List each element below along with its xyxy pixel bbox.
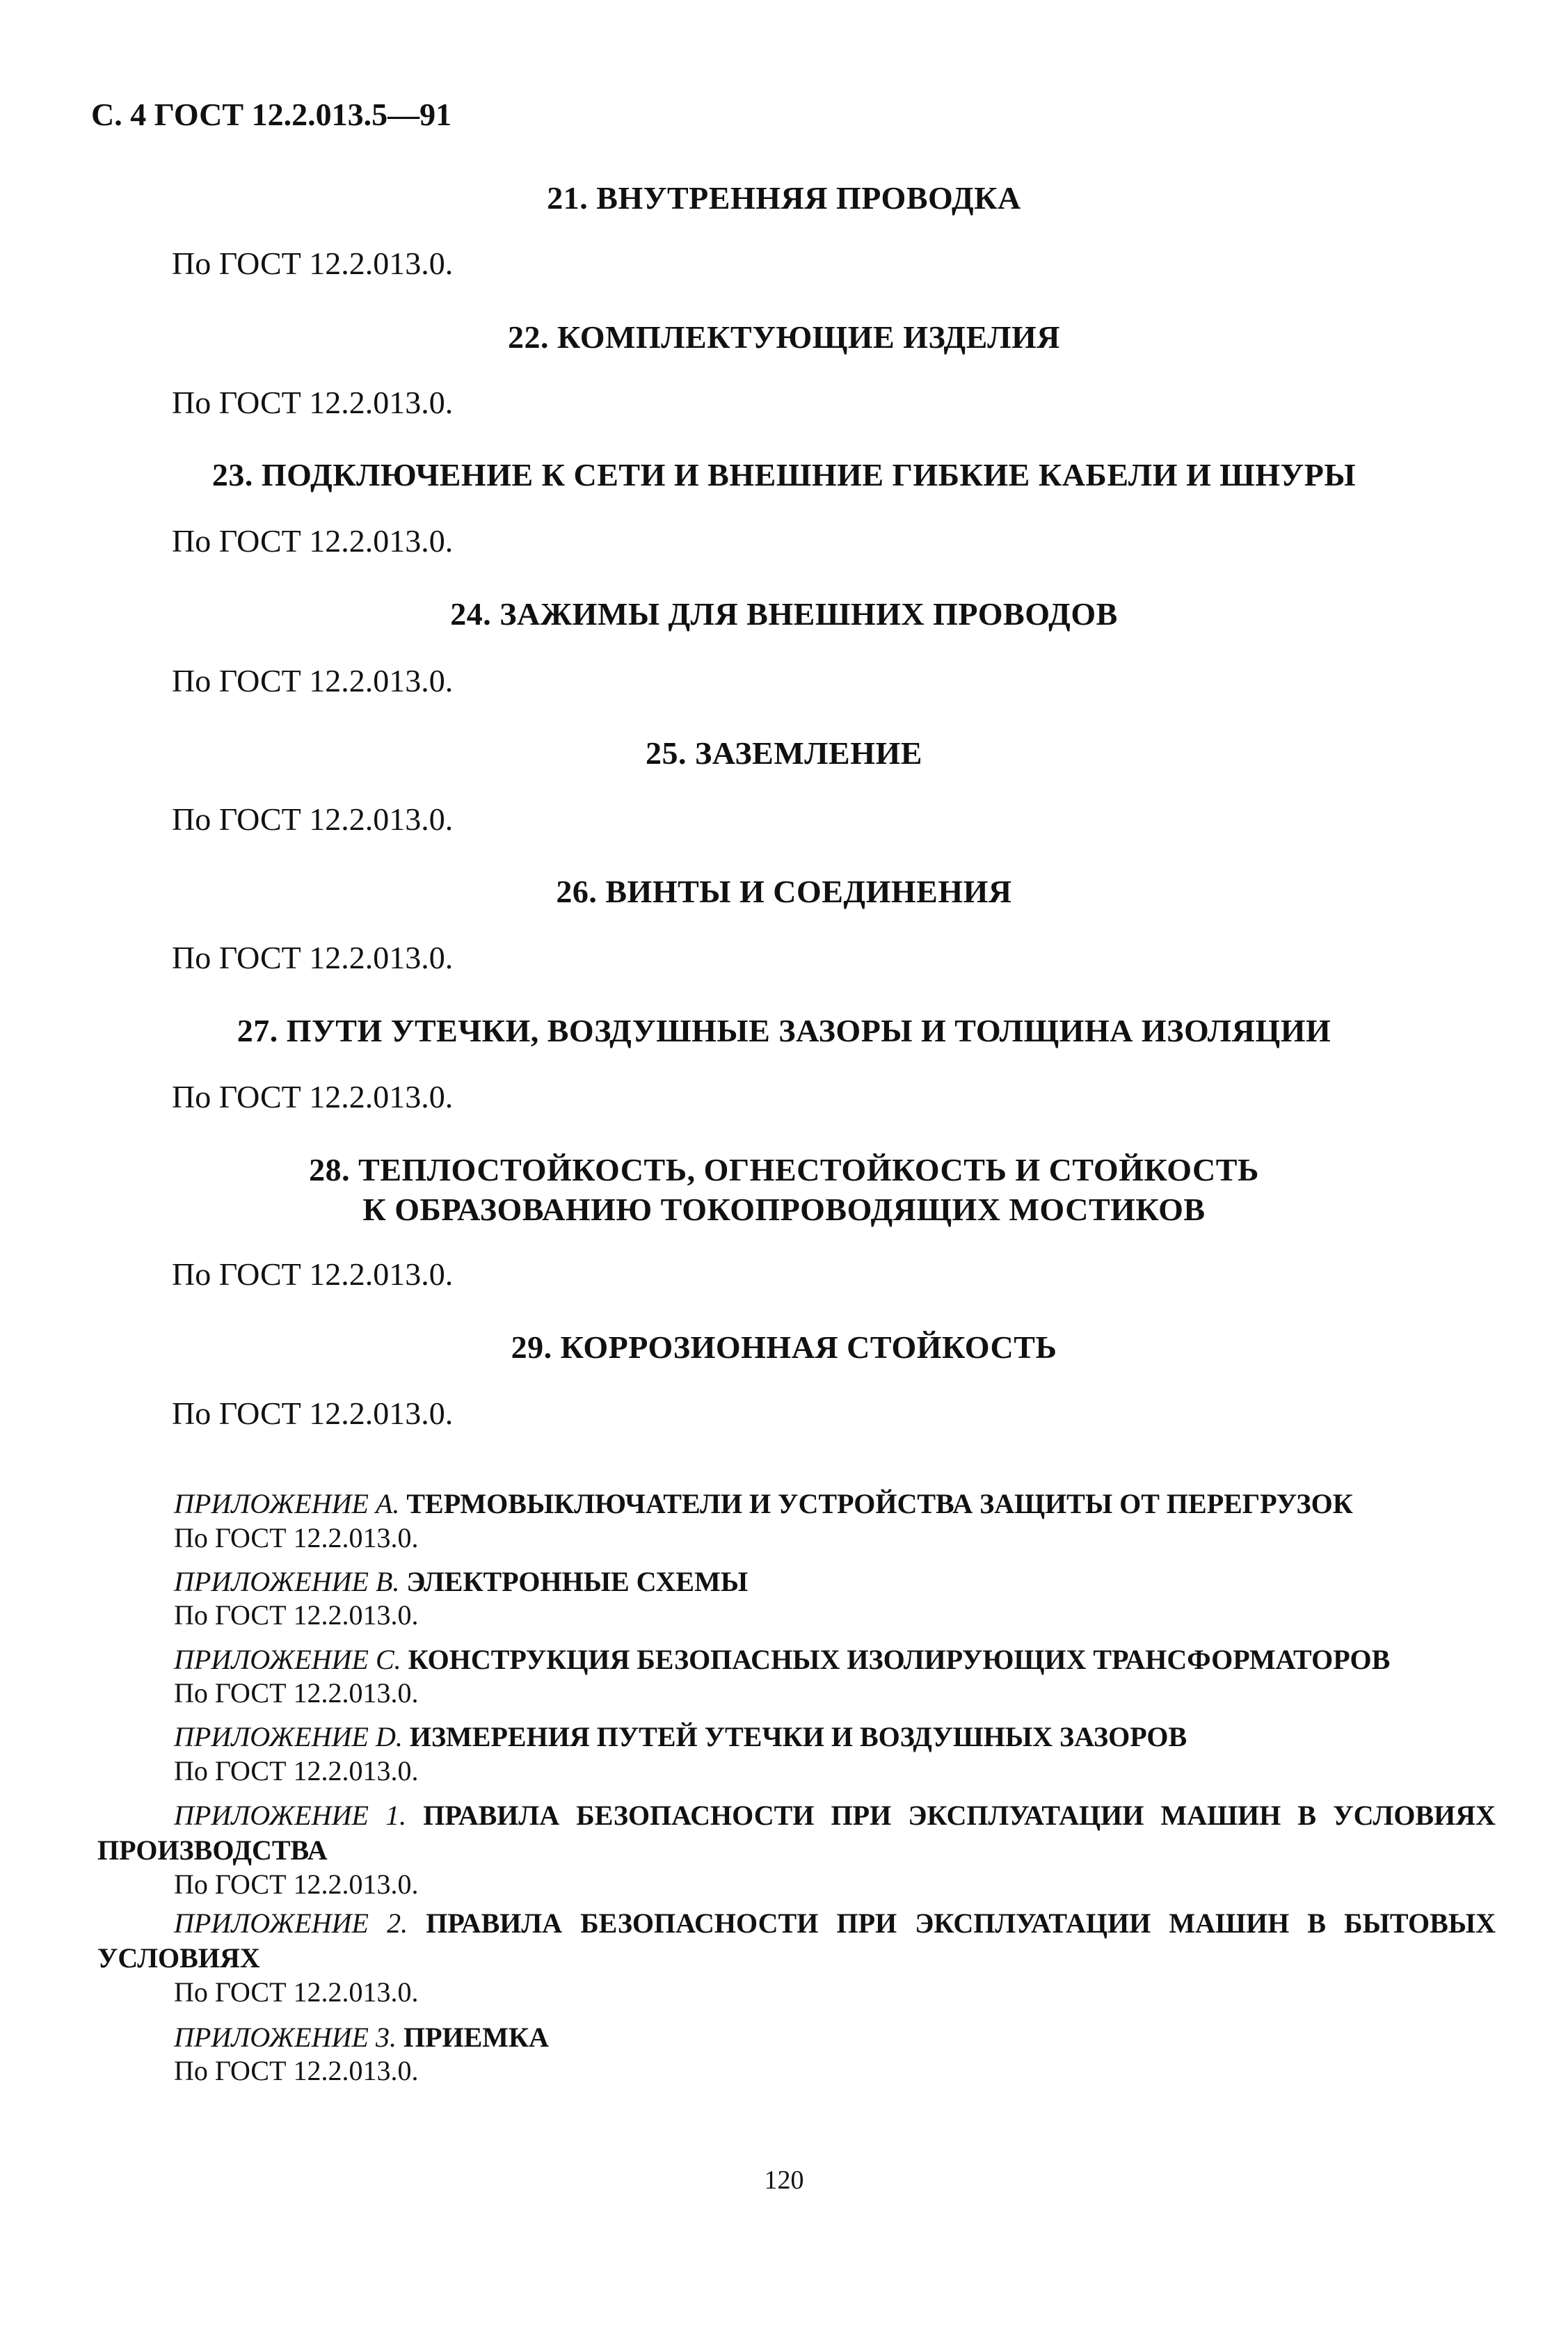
appendix-label: ПРИЛОЖЕНИЕ D.	[174, 1721, 403, 1752]
appendix-title	[174, 1487, 1353, 1520]
appendix-reference: По ГОСТ 12.2.013.0.	[174, 1677, 419, 1709]
section-reference: По ГОСТ 12.2.013.0.	[172, 1256, 454, 1292]
section-title: 21. ВНУТРЕННЯЯ ПРОВОДКА	[547, 180, 1021, 216]
appendix-title	[97, 1906, 1496, 1976]
appendix-title	[97, 1798, 1496, 1868]
section-title: 27. ПУТИ УТЕЧКИ, ВОЗДУШНЫЕ ЗАЗОРЫ И ТОЛЩИНА ИЗОЛЯЦИИ	[237, 1013, 1331, 1048]
appendix-name: ПРАВИЛА БЕЗОПАСНОСТИ ПРИ ЭКСПЛУАТАЦИИ МАШИН В УСЛОВИЯХ ПРОИЗВОДСТВА	[97, 1800, 1496, 1866]
section-title: 24. ЗАЖИМЫ ДЛЯ ВНЕШНИХ ПРОВОДОВ	[450, 596, 1118, 632]
appendix-title	[174, 1643, 1390, 1676]
section-title: 25. ЗАЗЕМЛЕНИЕ	[646, 735, 922, 771]
section-reference: По ГОСТ 12.2.013.0.	[172, 523, 454, 559]
appendix-title	[174, 2021, 549, 2054]
appendix-name: ИЗМЕРЕНИЯ ПУТЕЙ УТЕЧКИ И ВОЗДУШНЫХ ЗАЗОРОВ	[409, 1721, 1187, 1752]
section-title: 26. ВИНТЫ И СОЕДИНЕНИЯ	[556, 874, 1012, 909]
appendix-reference: По ГОСТ 12.2.013.0.	[174, 2055, 419, 2086]
section-reference: По ГОСТ 12.2.013.0.	[172, 385, 454, 420]
appendix-reference: По ГОСТ 12.2.013.0.	[174, 1599, 419, 1631]
appendix-label: ПРИЛОЖЕНИЕ В.	[174, 1566, 400, 1597]
section-title: К ОБРАЗОВАНИЮ ТОКОПРОВОДЯЩИХ МОСТИКОВ	[362, 1192, 1206, 1227]
appendix-label: ПРИЛОЖЕНИЕ А.	[174, 1488, 400, 1519]
section-reference: По ГОСТ 12.2.013.0.	[172, 940, 454, 975]
section-reference: По ГОСТ 12.2.013.0.	[172, 1079, 454, 1114]
section-reference: По ГОСТ 12.2.013.0.	[172, 1396, 454, 1431]
section-title: 28. ТЕПЛОСТОЙКОСТЬ, ОГНЕСТОЙКОСТЬ И СТОЙКОСТЬ	[309, 1152, 1259, 1188]
section-title: 23. ПОДКЛЮЧЕНИЕ К СЕТИ И ВНЕШНИЕ ГИБКИЕ КАБЕЛИ И ШНУРЫ	[211, 457, 1357, 493]
appendix-reference: По ГОСТ 12.2.013.0.	[174, 1976, 419, 2008]
appendix-title	[174, 1720, 1187, 1753]
appendix-label: ПРИЛОЖЕНИЕ С.	[174, 1644, 401, 1675]
appendix-name: ПРАВИЛА БЕЗОПАСНОСТИ ПРИ ЭКСПЛУАТАЦИИ МАШИН В БЫТОВЫХ УСЛОВИЯХ	[97, 1908, 1496, 1974]
section-title: 29. КОРРОЗИОННАЯ СТОЙКОСТЬ	[511, 1329, 1057, 1365]
appendix-label: ПРИЛОЖЕНИЕ 2.	[174, 1908, 408, 1939]
appendix-reference: По ГОСТ 12.2.013.0.	[174, 1869, 419, 1900]
appendix-label: ПРИЛОЖЕНИЕ 3.	[174, 2022, 397, 2053]
appendix-name: КОНСТРУКЦИЯ БЕЗОПАСНЫХ ИЗОЛИРУЮЩИХ ТРАНСФОРМАТОРОВ	[408, 1644, 1391, 1675]
appendix-reference: По ГОСТ 12.2.013.0.	[174, 1522, 419, 1553]
appendix-name: ТЕРМОВЫКЛЮЧАТЕЛИ И УСТРОЙСТВА ЗАЩИТЫ ОТ ПЕРЕГРУЗОК	[406, 1488, 1353, 1519]
section-title: 22. КОМПЛЕКТУЮЩИЕ ИЗДЕЛИЯ	[508, 319, 1060, 355]
appendix-title	[174, 1565, 748, 1598]
appendix-name: ПРИЕМКА	[403, 2022, 549, 2053]
appendix-reference: По ГОСТ 12.2.013.0.	[174, 1755, 419, 1786]
appendix-name: ЭЛЕКТРОННЫЕ СХЕМЫ	[406, 1566, 749, 1597]
section-reference: По ГОСТ 12.2.013.0.	[172, 246, 454, 281]
page-number: 120	[764, 2166, 804, 2195]
section-reference: По ГОСТ 12.2.013.0.	[172, 663, 454, 698]
page-header: С. 4 ГОСТ 12.2.013.5—91	[91, 97, 452, 132]
section-reference: По ГОСТ 12.2.013.0.	[172, 801, 454, 837]
appendix-label: ПРИЛОЖЕНИЕ 1.	[174, 1800, 407, 1831]
